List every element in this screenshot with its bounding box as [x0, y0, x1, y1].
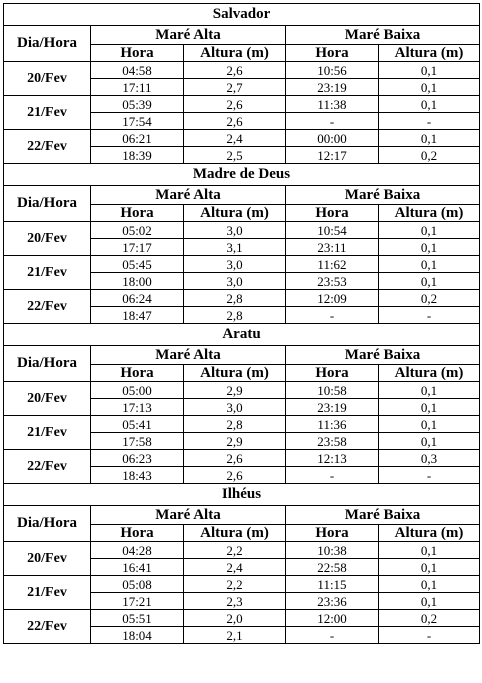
- low-tide-time: -: [286, 307, 379, 324]
- low-tide-height: 0,1: [379, 96, 480, 113]
- dia-hora-header: Dia/Hora: [4, 26, 91, 62]
- low-tide-height: 0,2: [379, 610, 480, 627]
- high-tide-height: 2,8: [184, 416, 286, 433]
- low-tide-height: 0,1: [379, 222, 480, 239]
- high-tide-time: 06:21: [91, 130, 184, 147]
- baixa-altura-header: Altura (m): [379, 205, 480, 222]
- low-tide-height: 0,1: [379, 79, 480, 96]
- mare-baixa-header: Maré Baixa: [286, 26, 480, 45]
- high-tide-height: 3,0: [184, 273, 286, 290]
- low-tide-height: 0,1: [379, 576, 480, 593]
- high-tide-height: 2,9: [184, 433, 286, 450]
- location-title: Salvador: [4, 4, 480, 26]
- high-tide-height: 3,0: [184, 256, 286, 273]
- high-tide-height: 2,8: [184, 307, 286, 324]
- high-tide-time: 18:47: [91, 307, 184, 324]
- low-tide-height: 0,1: [379, 416, 480, 433]
- high-tide-time: 05:39: [91, 96, 184, 113]
- mare-alta-header: Maré Alta: [91, 186, 286, 205]
- low-tide-height: -: [379, 467, 480, 484]
- day-label: 20/Fev: [4, 382, 91, 416]
- table-row: [4, 542, 480, 559]
- baixa-altura-header: Altura (m): [379, 525, 480, 542]
- low-tide-height: 0,1: [379, 542, 480, 559]
- low-tide-height: 0,1: [379, 130, 480, 147]
- mare-baixa-header: Maré Baixa: [286, 346, 480, 365]
- high-tide-height: 2,5: [184, 147, 286, 164]
- low-tide-time: 11:36: [286, 416, 379, 433]
- location-title-row: [4, 4, 480, 26]
- low-tide-time: 23:53: [286, 273, 379, 290]
- day-label: 21/Fev: [4, 416, 91, 450]
- baixa-hora-header: Hora: [286, 525, 379, 542]
- low-tide-height: 0,1: [379, 433, 480, 450]
- table-row: [4, 382, 480, 399]
- high-tide-height: 2,6: [184, 450, 286, 467]
- high-tide-height: 2,1: [184, 627, 286, 644]
- low-tide-time: 00:00: [286, 130, 379, 147]
- table-row: [4, 576, 480, 593]
- high-tide-height: 2,2: [184, 542, 286, 559]
- low-tide-time: 10:54: [286, 222, 379, 239]
- alta-altura-header: Altura (m): [184, 205, 286, 222]
- high-tide-height: 2,8: [184, 290, 286, 307]
- low-tide-time: 23:19: [286, 79, 379, 96]
- location-title-row: [4, 324, 480, 346]
- mare-baixa-header: Maré Baixa: [286, 186, 480, 205]
- low-tide-height: 0,3: [379, 450, 480, 467]
- low-tide-time: 12:00: [286, 610, 379, 627]
- high-tide-height: 2,6: [184, 96, 286, 113]
- high-tide-time: 04:58: [91, 62, 184, 79]
- high-tide-time: 04:28: [91, 542, 184, 559]
- high-tide-height: 2,9: [184, 382, 286, 399]
- low-tide-height: 0,1: [379, 559, 480, 576]
- low-tide-time: 10:38: [286, 542, 379, 559]
- low-tide-time: 12:17: [286, 147, 379, 164]
- day-label: 20/Fev: [4, 222, 91, 256]
- tide-table-body: [4, 4, 480, 644]
- alta-hora-header: Hora: [91, 525, 184, 542]
- high-tide-height: 2,6: [184, 467, 286, 484]
- high-tide-time: 17:11: [91, 79, 184, 96]
- low-tide-time: 23:58: [286, 433, 379, 450]
- high-tide-height: 2,4: [184, 130, 286, 147]
- table-row: [4, 130, 480, 147]
- alta-altura-header: Altura (m): [184, 365, 286, 382]
- high-tide-height: 2,4: [184, 559, 286, 576]
- high-tide-time: 17:13: [91, 399, 184, 416]
- low-tide-height: 0,1: [379, 399, 480, 416]
- alta-altura-header: Altura (m): [184, 525, 286, 542]
- high-tide-time: 18:00: [91, 273, 184, 290]
- high-tide-time: 05:51: [91, 610, 184, 627]
- low-tide-height: 0,1: [379, 256, 480, 273]
- high-tide-time: 17:17: [91, 239, 184, 256]
- location-title: Aratu: [4, 324, 480, 346]
- high-tide-time: 18:39: [91, 147, 184, 164]
- dia-hora-header: Dia/Hora: [4, 186, 91, 222]
- alta-hora-header: Hora: [91, 205, 184, 222]
- table-row: [4, 610, 480, 627]
- low-tide-height: 0,2: [379, 147, 480, 164]
- high-tide-height: 2,2: [184, 576, 286, 593]
- location-title-row: [4, 164, 480, 186]
- location-title: Ilhéus: [4, 484, 480, 506]
- alta-altura-header: Altura (m): [184, 45, 286, 62]
- mare-alta-header: Maré Alta: [91, 346, 286, 365]
- table-row: [4, 222, 480, 239]
- high-tide-time: 05:41: [91, 416, 184, 433]
- high-tide-height: 2,6: [184, 62, 286, 79]
- mare-baixa-header: Maré Baixa: [286, 506, 480, 525]
- low-tide-time: 12:09: [286, 290, 379, 307]
- day-label: 22/Fev: [4, 130, 91, 164]
- alta-hora-header: Hora: [91, 365, 184, 382]
- header-row: [4, 26, 480, 45]
- baixa-hora-header: Hora: [286, 205, 379, 222]
- high-tide-height: 2,7: [184, 79, 286, 96]
- low-tide-height: -: [379, 307, 480, 324]
- table-row: [4, 416, 480, 433]
- high-tide-height: 3,0: [184, 399, 286, 416]
- table-row: [4, 290, 480, 307]
- high-tide-time: 05:00: [91, 382, 184, 399]
- high-tide-height: 3,1: [184, 239, 286, 256]
- low-tide-height: -: [379, 627, 480, 644]
- table-row: [4, 450, 480, 467]
- low-tide-time: 23:19: [286, 399, 379, 416]
- high-tide-time: 17:21: [91, 593, 184, 610]
- low-tide-time: 23:36: [286, 593, 379, 610]
- low-tide-time: 23:11: [286, 239, 379, 256]
- low-tide-height: 0,1: [379, 382, 480, 399]
- high-tide-height: 2,3: [184, 593, 286, 610]
- mare-alta-header: Maré Alta: [91, 26, 286, 45]
- header-row: [4, 186, 480, 205]
- high-tide-time: 18:04: [91, 627, 184, 644]
- low-tide-time: 11:15: [286, 576, 379, 593]
- baixa-hora-header: Hora: [286, 365, 379, 382]
- low-tide-time: 11:38: [286, 96, 379, 113]
- low-tide-time: -: [286, 113, 379, 130]
- table-row: [4, 62, 480, 79]
- baixa-altura-header: Altura (m): [379, 365, 480, 382]
- high-tide-time: 05:02: [91, 222, 184, 239]
- low-tide-height: 0,1: [379, 239, 480, 256]
- high-tide-height: 2,0: [184, 610, 286, 627]
- high-tide-time: 06:23: [91, 450, 184, 467]
- location-title-row: [4, 484, 480, 506]
- baixa-altura-header: Altura (m): [379, 45, 480, 62]
- low-tide-height: -: [379, 113, 480, 130]
- high-tide-time: 05:45: [91, 256, 184, 273]
- high-tide-time: 17:58: [91, 433, 184, 450]
- low-tide-time: 22:58: [286, 559, 379, 576]
- high-tide-time: 17:54: [91, 113, 184, 130]
- low-tide-time: 10:58: [286, 382, 379, 399]
- low-tide-time: -: [286, 467, 379, 484]
- day-label: 21/Fev: [4, 576, 91, 610]
- high-tide-time: 18:43: [91, 467, 184, 484]
- day-label: 22/Fev: [4, 450, 91, 484]
- low-tide-height: 0,1: [379, 593, 480, 610]
- day-label: 21/Fev: [4, 256, 91, 290]
- mare-alta-header: Maré Alta: [91, 506, 286, 525]
- high-tide-time: 06:24: [91, 290, 184, 307]
- dia-hora-header: Dia/Hora: [4, 346, 91, 382]
- high-tide-time: 16:41: [91, 559, 184, 576]
- table-row: [4, 96, 480, 113]
- table-row: [4, 256, 480, 273]
- location-title: Madre de Deus: [4, 164, 480, 186]
- alta-hora-header: Hora: [91, 45, 184, 62]
- day-label: 20/Fev: [4, 62, 91, 96]
- low-tide-height: 0,1: [379, 62, 480, 79]
- low-tide-height: 0,2: [379, 290, 480, 307]
- low-tide-time: 11:62: [286, 256, 379, 273]
- high-tide-time: 05:08: [91, 576, 184, 593]
- low-tide-time: 12:13: [286, 450, 379, 467]
- day-label: 22/Fev: [4, 290, 91, 324]
- low-tide-time: 10:56: [286, 62, 379, 79]
- tide-table: [3, 3, 480, 644]
- dia-hora-header: Dia/Hora: [4, 506, 91, 542]
- baixa-hora-header: Hora: [286, 45, 379, 62]
- day-label: 20/Fev: [4, 542, 91, 576]
- header-row: [4, 506, 480, 525]
- day-label: 22/Fev: [4, 610, 91, 644]
- high-tide-height: 2,6: [184, 113, 286, 130]
- header-row: [4, 346, 480, 365]
- day-label: 21/Fev: [4, 96, 91, 130]
- high-tide-height: 3,0: [184, 222, 286, 239]
- low-tide-height: 0,1: [379, 273, 480, 290]
- low-tide-time: -: [286, 627, 379, 644]
